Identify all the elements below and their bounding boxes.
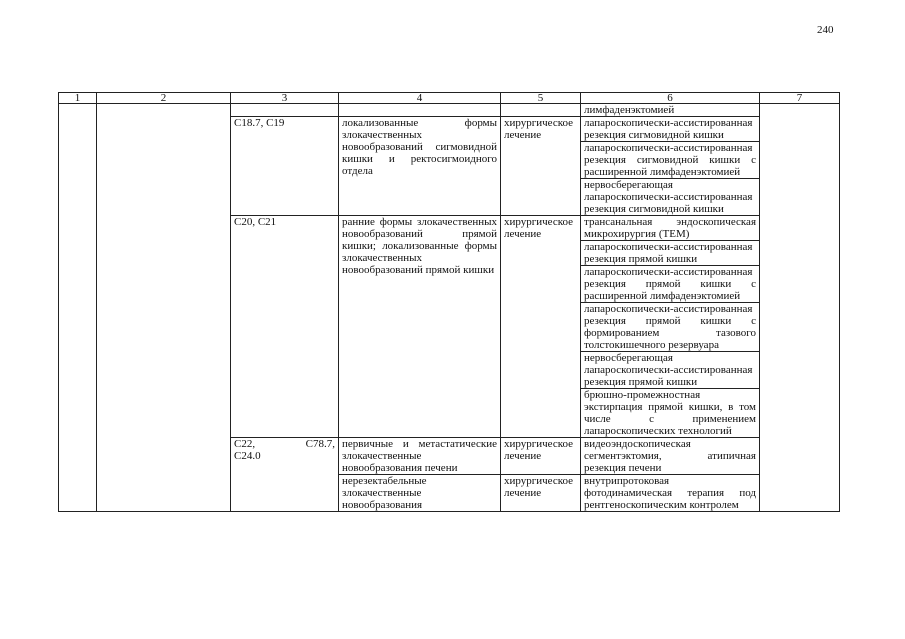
- codes-cell: [231, 438, 339, 512]
- col2-cell: [97, 104, 231, 512]
- column-number-5: 5: [501, 93, 581, 104]
- method-cell: лимфаденэктомией: [581, 104, 760, 117]
- column-number-7: 7: [760, 93, 840, 104]
- treatment-cell: хирургическое лечение: [501, 438, 581, 475]
- model-cell: локализованные формы злокачественных новообразований сигмовидной кишки и ректосигмоидного отдела: [339, 117, 501, 216]
- method-cell: видеоэндоскопическая сегментэктомия, атипичная резекция печени: [581, 438, 760, 475]
- model-cell: нерезектабельные злокачественные новообразования: [339, 475, 501, 512]
- column-number-2: 2: [97, 93, 231, 104]
- codes-cell: C18.7, C19: [231, 117, 339, 216]
- method-cell: внутрипротоковая фотодинамическая терапия под рентгеноскопическим контролем: [581, 475, 760, 512]
- column-number-row: [59, 93, 840, 104]
- treatment-cell: хирургическое лечение: [501, 475, 581, 512]
- method-cell: трансанальная эндоскопическая микрохирургия (ТЕМ): [581, 216, 760, 241]
- code-c78-7: C78.7,: [305, 438, 335, 450]
- table-row: [59, 104, 840, 117]
- col7-cell: [760, 104, 840, 512]
- column-number-1: 1: [59, 93, 97, 104]
- codes-cell: [231, 104, 339, 117]
- codes-line-1: [234, 438, 335, 450]
- model-cell: ранние формы злокачественных новообразований прямой кишки; локализованные формы злокачественных новообразований прямой кишки: [339, 216, 501, 438]
- medical-care-table: [58, 92, 840, 512]
- column-number-6: 6: [581, 93, 760, 104]
- model-cell: первичные и метастатические злокачественные новообразования печени: [339, 438, 501, 475]
- page-number: 240: [817, 24, 834, 36]
- model-cell: [339, 104, 501, 117]
- method-cell: лапароскопически-ассистированная резекция прямой кишки с расширенной лимфаденэктомией: [581, 266, 760, 303]
- method-cell: нервосберегающая лапароскопически-ассистированная резекция сигмовидной кишки: [581, 179, 760, 216]
- codes-cell: C20, C21: [231, 216, 339, 438]
- column-number-4: 4: [339, 93, 501, 104]
- method-cell: лапароскопически-ассистированная резекция прямой кишки: [581, 241, 760, 266]
- method-cell: нервосберегающая лапароскопически-ассистированная резекция прямой кишки: [581, 352, 760, 389]
- codes-line-2: C24.0: [234, 450, 261, 462]
- method-cell: лапароскопически-ассистированная резекция прямой кишки с формированием тазового толстокишечного резервуара: [581, 303, 760, 352]
- column-number-3: 3: [231, 93, 339, 104]
- col1-cell: [59, 104, 97, 512]
- method-cell: лапароскопически-ассистированная резекция сигмовидной кишки с расширенной лимфаденэктомией: [581, 142, 760, 179]
- code-c22: C22,: [234, 438, 256, 450]
- treatment-cell: хирургическое лечение: [501, 216, 581, 438]
- treatment-cell: хирургическое лечение: [501, 117, 581, 216]
- method-cell: лапароскопически-ассистированная резекция сигмовидной кишки: [581, 117, 760, 142]
- method-cell: брюшно-промежностная экстирпация прямой кишки, в том числе с применением лапароскопических технологий: [581, 389, 760, 438]
- treatment-cell: [501, 104, 581, 117]
